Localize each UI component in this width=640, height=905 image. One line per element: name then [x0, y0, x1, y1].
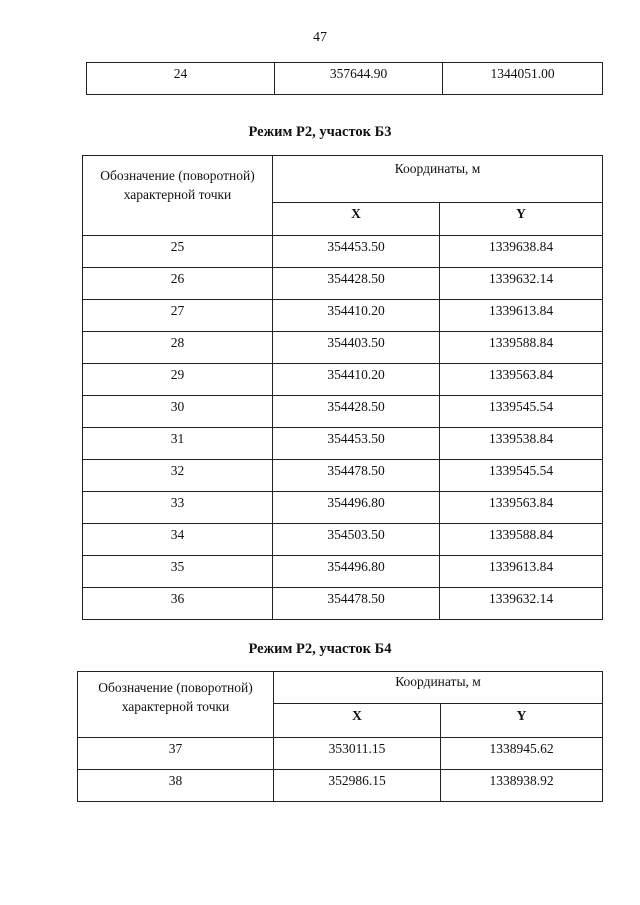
x-coordinate-cell: 354453.50 [273, 428, 440, 460]
section-title-b4: Режим Р2, участок Б4 [248, 641, 392, 657]
point-cell: 24 [87, 63, 275, 95]
y-coordinate-cell: 1338945.62 [441, 738, 603, 770]
table-body-b3 [83, 236, 603, 620]
point-cell: 31 [83, 428, 273, 460]
point-cell: 30 [83, 396, 273, 428]
point-cell: 37 [78, 738, 274, 770]
x-header: X [273, 202, 440, 235]
coordinates-header: Координаты, м [274, 672, 603, 704]
table-row [78, 738, 603, 770]
table-header-b3 [83, 156, 603, 236]
point-cell: 28 [83, 332, 273, 364]
point-cell: 27 [83, 300, 273, 332]
designation-header: Обозначение (поворотной) характерной точки [83, 156, 273, 236]
x-coordinate-cell: 354403.50 [273, 332, 440, 364]
table-header-b4 [78, 672, 603, 738]
y-coordinate-cell: 1339545.54 [440, 460, 603, 492]
x-coordinate-cell: 354496.80 [273, 492, 440, 524]
table-row [83, 428, 603, 460]
x-coordinate-cell: 354410.20 [273, 364, 440, 396]
table-row [83, 300, 603, 332]
table-row [83, 268, 603, 300]
x-coordinate-cell: 354428.50 [273, 396, 440, 428]
section-title-b3: Режим Р2, участок Б3 [248, 124, 392, 140]
y-coordinate-cell: 1344051.00 [443, 63, 603, 95]
y-coordinate-cell: 1339613.84 [440, 556, 603, 588]
x-coordinate-cell: 354428.50 [273, 268, 440, 300]
y-coordinate-cell: 1339588.84 [440, 524, 603, 556]
continued-table-body [87, 63, 603, 95]
point-cell: 36 [83, 588, 273, 620]
point-cell: 32 [83, 460, 273, 492]
y-coordinate-cell: 1339613.84 [440, 300, 603, 332]
table-row [83, 364, 603, 396]
table-row [83, 236, 603, 268]
continued-coordinates-table [86, 62, 603, 95]
table-row [78, 770, 603, 802]
x-coordinate-cell: 352986.15 [274, 770, 441, 802]
table-row [83, 332, 603, 364]
x-coordinate-cell: 354503.50 [273, 524, 440, 556]
coordinates-table-b3 [82, 155, 603, 620]
y-coordinate-cell: 1339545.54 [440, 396, 603, 428]
table-row [83, 588, 603, 620]
x-coordinate-cell: 354478.50 [273, 460, 440, 492]
table-row [83, 460, 603, 492]
point-cell: 35 [83, 556, 273, 588]
table-row [83, 492, 603, 524]
point-cell: 33 [83, 492, 273, 524]
table-row [83, 396, 603, 428]
x-coordinate-cell: 354410.20 [273, 300, 440, 332]
x-header: X [274, 703, 441, 737]
point-cell: 25 [83, 236, 273, 268]
y-coordinate-cell: 1339632.14 [440, 268, 603, 300]
table-row [83, 524, 603, 556]
point-cell: 29 [83, 364, 273, 396]
coordinates-table-b4 [77, 671, 603, 802]
coordinates-header: Координаты, м [273, 156, 603, 203]
x-coordinate-cell: 357644.90 [275, 63, 443, 95]
table-body-b4 [78, 738, 603, 802]
y-coordinate-cell: 1338938.92 [441, 770, 603, 802]
y-coordinate-cell: 1339638.84 [440, 236, 603, 268]
y-header: Y [440, 202, 603, 235]
x-coordinate-cell: 354453.50 [273, 236, 440, 268]
y-coordinate-cell: 1339632.14 [440, 588, 603, 620]
x-coordinate-cell: 354496.80 [273, 556, 440, 588]
table-row [83, 556, 603, 588]
y-header: Y [441, 703, 603, 737]
x-coordinate-cell: 354478.50 [273, 588, 440, 620]
y-coordinate-cell: 1339563.84 [440, 364, 603, 396]
y-coordinate-cell: 1339538.84 [440, 428, 603, 460]
x-coordinate-cell: 353011.15 [274, 738, 441, 770]
page-number: 47 [313, 30, 327, 45]
table-row [87, 63, 603, 95]
point-cell: 38 [78, 770, 274, 802]
designation-header: Обозначение (поворотной) характерной точки [78, 672, 274, 738]
y-coordinate-cell: 1339588.84 [440, 332, 603, 364]
point-cell: 34 [83, 524, 273, 556]
point-cell: 26 [83, 268, 273, 300]
y-coordinate-cell: 1339563.84 [440, 492, 603, 524]
